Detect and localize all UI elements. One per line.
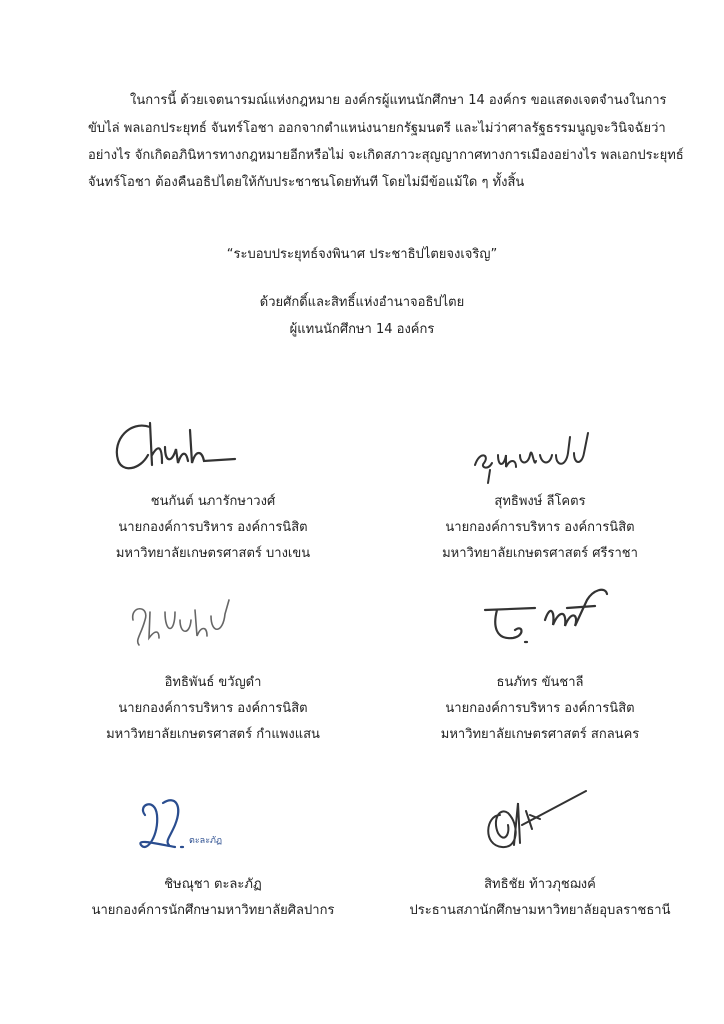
signature-1 (110, 415, 240, 485)
paragraph-line: จันทร์โอชา ต้องคืนอธิปไตยให้กับประชาชนโดยทันที โดยไม่มีข้อแม้ใด ๆ ทั้งสิ้น (88, 175, 525, 190)
signature-4 (475, 580, 615, 650)
closing-line: ด้วยศักดิ์และสิทธิ์แห่งอำนาจอธิปไตย (259, 295, 465, 310)
signatory-name: สุทธิพงษ์ ลีโคตร (494, 494, 586, 509)
signatory-title: นายกองค์การบริหาร องค์การนิสิต (118, 701, 308, 716)
paragraph-line: ขับไล่ พลเอกประยุทธ์ จันทร์โอชา ออกจากตำแหน่งนายกรัฐมนตรี และไม่ว่าศาลรัฐธรรมนูญจะวินิจฉัยว่า (88, 121, 666, 136)
signed-by: ผู้แทนนักศึกษา 14 องค์กร (289, 322, 435, 337)
signatory-title: นายกองค์การนักศึกษามหาวิทยาลัยศิลปากร (91, 903, 335, 918)
signatory-org: มหาวิทยาลัยเกษตรศาสตร์ สกลนคร (440, 727, 640, 742)
signatory-org: มหาวิทยาลัยเกษตรศาสตร์ บางเขน (115, 546, 311, 561)
signatory-5 (43, 875, 383, 927)
signatory-title: ประธานสภานักศึกษามหาวิทยาลัยอุบลราชธานี (409, 903, 671, 918)
paragraph-line: อย่างไร จักเกิดอภินิหารทางกฎหมายอีกหรือไม่ จะเกิดสภาวะสุญญากาศทางการเมืองอย่างไร พลเอกประยุทธ์ (88, 148, 684, 163)
signature-3 (125, 590, 235, 650)
signatory-name: สิทธิชัย ท้าวภุชฌงค์ (484, 877, 596, 892)
svg-text:ตะละภัฏ: ตะละภัฏ (189, 836, 223, 846)
signature-5 (135, 795, 235, 860)
signature-6 (480, 785, 590, 855)
signatory-3 (43, 673, 383, 751)
signatory-name: อิทธิพันธ์ ขวัญดำ (164, 675, 262, 690)
signatory-2 (370, 492, 710, 570)
signatory-1 (43, 492, 383, 570)
signatory-org: มหาวิทยาลัยเกษตรศาสตร์ ศรีราชา (442, 546, 638, 561)
slogan: “ระบอบประยุทธ์จงพินาศ ประชาธิปไตยจงเจริญ” (226, 247, 498, 262)
signatory-name: ชิษณุชา ตะละภัฏ (164, 877, 262, 892)
signatory-org: มหาวิทยาลัยเกษตรศาสตร์ กำแพงแสน (106, 727, 320, 742)
signatory-title: นายกองค์การบริหาร องค์การนิสิต (445, 520, 635, 535)
paragraph-line: ในการนี้ ด้วยเจตนารมณ์แห่งกฎหมาย องค์กรผู้แทนนักศึกษา 14 องค์กร ขอแสดงเจตจำนงในการ (130, 93, 667, 108)
signatory-title: นายกองค์การบริหาร องค์การนิสิต (118, 520, 308, 535)
signatory-name: ธนภัทร ขันชาลี (496, 675, 584, 690)
signatory-6 (370, 875, 710, 927)
signatory-4 (370, 673, 710, 751)
signatory-name: ชนกันต์ นภารักษาวงศ์ (150, 494, 276, 509)
signatory-title: นายกองค์การบริหาร องค์การนิสิต (445, 701, 635, 716)
signature-2 (470, 425, 600, 485)
